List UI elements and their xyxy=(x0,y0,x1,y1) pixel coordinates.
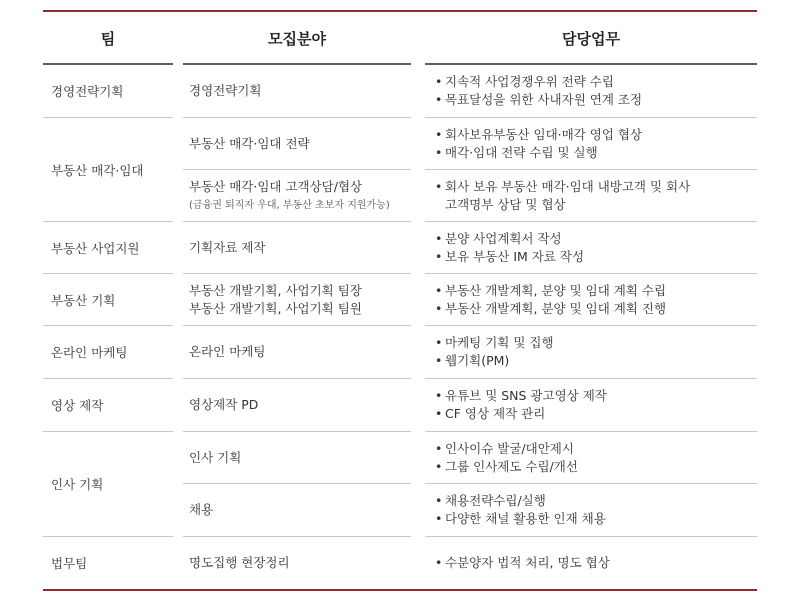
team-name: 영상 제작 xyxy=(51,398,104,413)
duty-cell xyxy=(435,118,757,170)
bullet-icon: • xyxy=(435,282,443,298)
duty-cell xyxy=(435,326,757,378)
bullet-icon: • xyxy=(435,92,443,107)
bullet-icon: • xyxy=(435,555,443,570)
duty-cell xyxy=(435,379,757,431)
duty-item: • 부동산 개발계획, 분양 및 임대 계획 진행 xyxy=(435,300,667,316)
bullet-icon: • xyxy=(435,300,443,316)
duty-item: • 유튜브 및 SNS 광고영상 제작 xyxy=(435,388,607,403)
bullet-icon: • xyxy=(435,145,443,160)
field-name: 명도집행 현장정리 xyxy=(189,555,290,570)
duty-cell xyxy=(435,432,757,483)
bullet-icon: • xyxy=(435,388,443,403)
field-cell xyxy=(189,484,413,536)
header-duty: 담당업무 xyxy=(562,29,620,48)
duty-cell xyxy=(435,65,757,117)
team-name: 인사 기획 xyxy=(51,477,104,492)
field-name: 온라인 마케팅 xyxy=(189,344,266,359)
header-team: 팀 xyxy=(100,29,116,48)
duty-item: • 보유 부동산 IM 자료 작성 xyxy=(435,248,585,264)
field-name: 경영전략기획 xyxy=(189,83,262,98)
field-cell xyxy=(189,326,413,378)
bullet-icon: • xyxy=(435,406,443,421)
duty-cell xyxy=(435,170,757,221)
field-name: 채용 xyxy=(189,502,214,517)
bullet-icon: • xyxy=(435,248,443,264)
team-cell xyxy=(51,118,175,221)
bullet-icon: • xyxy=(435,458,443,474)
field-cell xyxy=(189,118,413,170)
duty-cell xyxy=(435,222,757,273)
field-name: 인사 기획 xyxy=(189,449,242,465)
field-cell xyxy=(189,274,413,325)
team-name: 온라인 마케팅 xyxy=(51,345,128,360)
team-name: 법무팀 xyxy=(51,556,88,571)
team-cell xyxy=(51,274,175,325)
duty-item: • 회사보유부동산 임대·매각 영업 협상 xyxy=(435,127,643,142)
duty-cell xyxy=(435,537,757,589)
team-cell xyxy=(51,379,175,431)
duty-item: • CF 영상 제작 관리 xyxy=(435,406,546,421)
field-note: (금융권 퇴직자 우대, 부동산 초보자 지원가능) xyxy=(189,200,390,211)
duty-cell xyxy=(435,484,757,536)
field-cell xyxy=(189,222,413,273)
field-cell xyxy=(189,537,413,589)
field-name: 부동산 개발기획, 사업기획 팀장 xyxy=(189,282,362,298)
bullet-icon: • xyxy=(435,353,443,368)
field-cell xyxy=(189,379,413,431)
duty-item: • 마케팅 기획 및 집행 xyxy=(435,335,554,350)
team-cell xyxy=(51,65,175,117)
bullet-icon: • xyxy=(435,230,443,246)
duty-item: • 매각·임대 전략 수립 및 실행 xyxy=(435,145,598,160)
bullet-icon: • xyxy=(435,493,443,508)
duty-item: • 인사이슈 발굴/대안제시 xyxy=(435,440,574,456)
duty-item: • 목표달성을 위한 사내자원 연계 조정 xyxy=(435,92,643,107)
duty-item-continuation: 고객명부 상담 및 협상 xyxy=(445,196,566,212)
duty-item: • 분양 사업계획서 작성 xyxy=(435,230,562,246)
bullet-icon: • xyxy=(435,440,443,456)
field-name: 부동산 매각·임대 전략 xyxy=(189,136,310,151)
field-name: 부동산 매각·임대 고객상담/협상 xyxy=(189,179,363,194)
team-name: 부동산 기획 xyxy=(51,292,116,308)
duty-item: • 채용전략수립/실행 xyxy=(435,493,546,508)
field-name: 부동산 개발기획, 사업기획 팀원 xyxy=(189,300,362,316)
field-cell xyxy=(189,65,413,117)
team-name: 부동산 매각·임대 xyxy=(51,162,144,178)
bullet-icon: • xyxy=(435,511,443,526)
duty-item: • 웹기획(PM) xyxy=(435,353,510,368)
duty-item: • 지속적 사업경쟁우위 전략 수립 xyxy=(435,74,614,89)
team-name: 경영전략기획 xyxy=(51,84,124,99)
team-cell xyxy=(51,326,175,378)
bullet-icon: • xyxy=(435,335,443,350)
duty-item: • 그룹 인사제도 수립/개선 xyxy=(435,458,578,474)
field-cell xyxy=(189,432,413,483)
field-cell xyxy=(189,170,413,221)
duty-item: • 다양한 채널 활용한 인재 채용 xyxy=(435,511,606,526)
duty-item: • 부동산 개발계획, 분양 및 임대 계획 수립 xyxy=(435,282,667,298)
field-name: 영상제작 PD xyxy=(189,397,259,412)
header-field: 모집분야 xyxy=(268,29,326,48)
field-name: 기획자료 제작 xyxy=(189,239,266,255)
duty-item: • 수분양자 법적 처리, 명도 협상 xyxy=(435,555,610,570)
team-name: 부동산 사업지원 xyxy=(51,240,140,256)
bullet-icon: • xyxy=(435,127,443,142)
team-cell xyxy=(51,222,175,273)
recruitment-table xyxy=(43,0,757,601)
duty-item: • 회사 보유 부동산 매각·임대 내방고객 및 회사 xyxy=(435,178,691,194)
team-cell xyxy=(51,432,175,536)
bottom-rule xyxy=(43,589,757,591)
bullet-icon: • xyxy=(435,74,443,89)
bullet-icon: • xyxy=(435,178,443,194)
team-cell xyxy=(51,537,175,589)
duty-cell xyxy=(435,274,757,325)
